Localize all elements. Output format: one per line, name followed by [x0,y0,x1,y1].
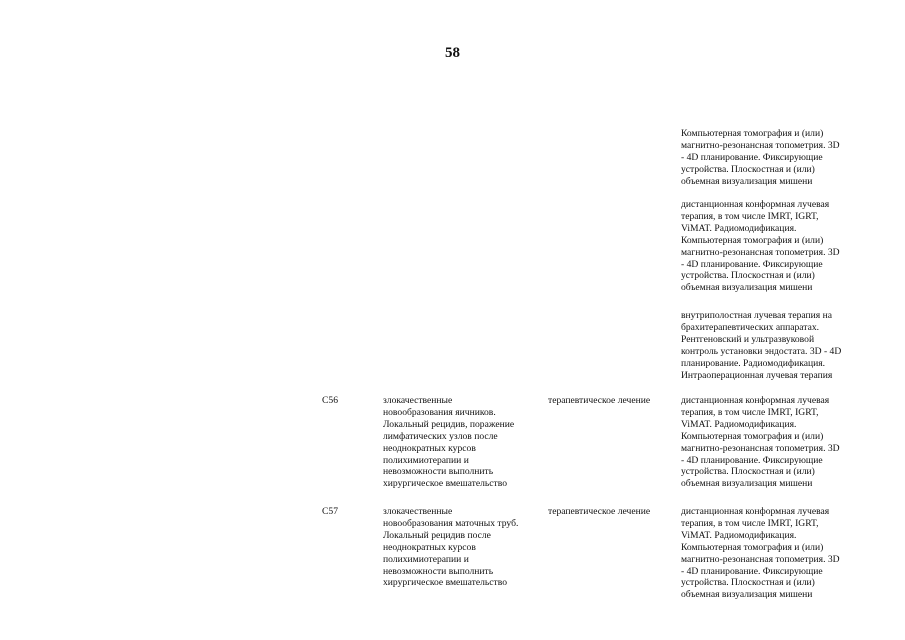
text-line: планирование. Радиомодификация. [681,357,826,369]
text-line: невозможности выполнить [383,565,494,577]
text-line: Локальный рецидив после [383,529,491,541]
text-line: злокачественные [383,395,453,406]
text-line: терапия, в том числе IMRT, IGRT, [681,210,819,222]
row-condition [383,506,518,589]
text-line: объемная визуализация мишени [681,478,813,490]
text-line: терапия, в том числе IMRT, IGRT, [681,517,819,529]
text-line: новообразования маточных труб. [383,517,519,529]
method-block-intracavitary [681,310,841,381]
row-code: C56 [322,395,338,406]
page-number: 58 [445,45,460,61]
text-line: дистанционная конформная лучевая [681,199,830,210]
text-line: хирургическое вмешательство [383,478,508,490]
text-line: невозможности выполнить [383,466,494,478]
text-line: ViMAT. Радиомодификация. [681,222,797,234]
text-line: Рентгеновский и ультразвуковой [681,333,815,345]
text-line: ViMAT. Радиомодификация. [681,418,797,430]
text-line: магнитно-резонансная топометрия. 3D [681,442,840,454]
text-line: устройства. Плоскостная и (или) [681,163,815,175]
method-block-external-radiotherapy [681,199,840,294]
text-line: брахитерапевтических аппаратах. [681,321,820,333]
text-line: полихимиотерапии и [383,553,469,565]
text-line: Компьютерная томография и (или) [681,128,824,139]
text-line: - 4D планирование. Фиксирующие [681,565,823,577]
row-code: C57 [322,506,338,517]
text-line: контроль установки эндостата. 3D - 4D [681,345,842,357]
text-line: - 4D планирование. Фиксирующие [681,258,823,270]
text-line: дистанционная конформная лучевая [681,395,830,406]
text-line: терапия, в том числе IMRT, IGRT, [681,406,819,418]
row-method [681,395,840,490]
text-line: дистанционная конформная лучевая [681,506,830,517]
text-line: злокачественные [383,506,453,517]
text-line: лимфатических узлов после [383,430,498,442]
row-method [681,506,840,601]
text-line: Интраоперационная лучевая терапия [681,369,833,381]
text-line: неоднократных курсов [383,442,476,454]
row-treatment-type: терапевтическое лечение [548,506,651,517]
text-line: объемная визуализация мишени [681,589,813,601]
text-line: Компьютерная томография и (или) [681,541,824,553]
text-line: - 4D планирование. Фиксирующие [681,454,823,466]
text-line: ViMAT. Радиомодификация. [681,529,797,541]
text-line: хирургическое вмешательство [383,577,508,589]
text-line: - 4D планирование. Фиксирующие [681,151,823,163]
text-line: объемная визуализация мишени [681,175,813,187]
text-line: устройства. Плоскостная и (или) [681,577,815,589]
method-block-continued [681,128,840,188]
text-line: полихимиотерапии и [383,454,469,466]
text-line: устройства. Плоскостная и (или) [681,466,815,478]
text-line: магнитно-резонансная топометрия. 3D [681,246,840,258]
text-line: внутриполостная лучевая терапия на [681,310,832,321]
text-line: неоднократных курсов [383,541,476,553]
text-line: устройства. Плоскостная и (или) [681,270,815,282]
text-line: Компьютерная томография и (или) [681,234,824,246]
text-line: Локальный рецидив, поражение [383,418,515,430]
text-line: Компьютерная томография и (или) [681,430,824,442]
text-line: новообразования яичников. [383,406,496,418]
row-condition [383,395,514,490]
text-line: магнитно-резонансная топометрия. 3D [681,553,840,565]
row-treatment-type: терапевтическое лечение [548,395,651,406]
text-line: объемная визуализация мишени [681,282,813,294]
text-line: магнитно-резонансная топометрия. 3D [681,139,840,151]
